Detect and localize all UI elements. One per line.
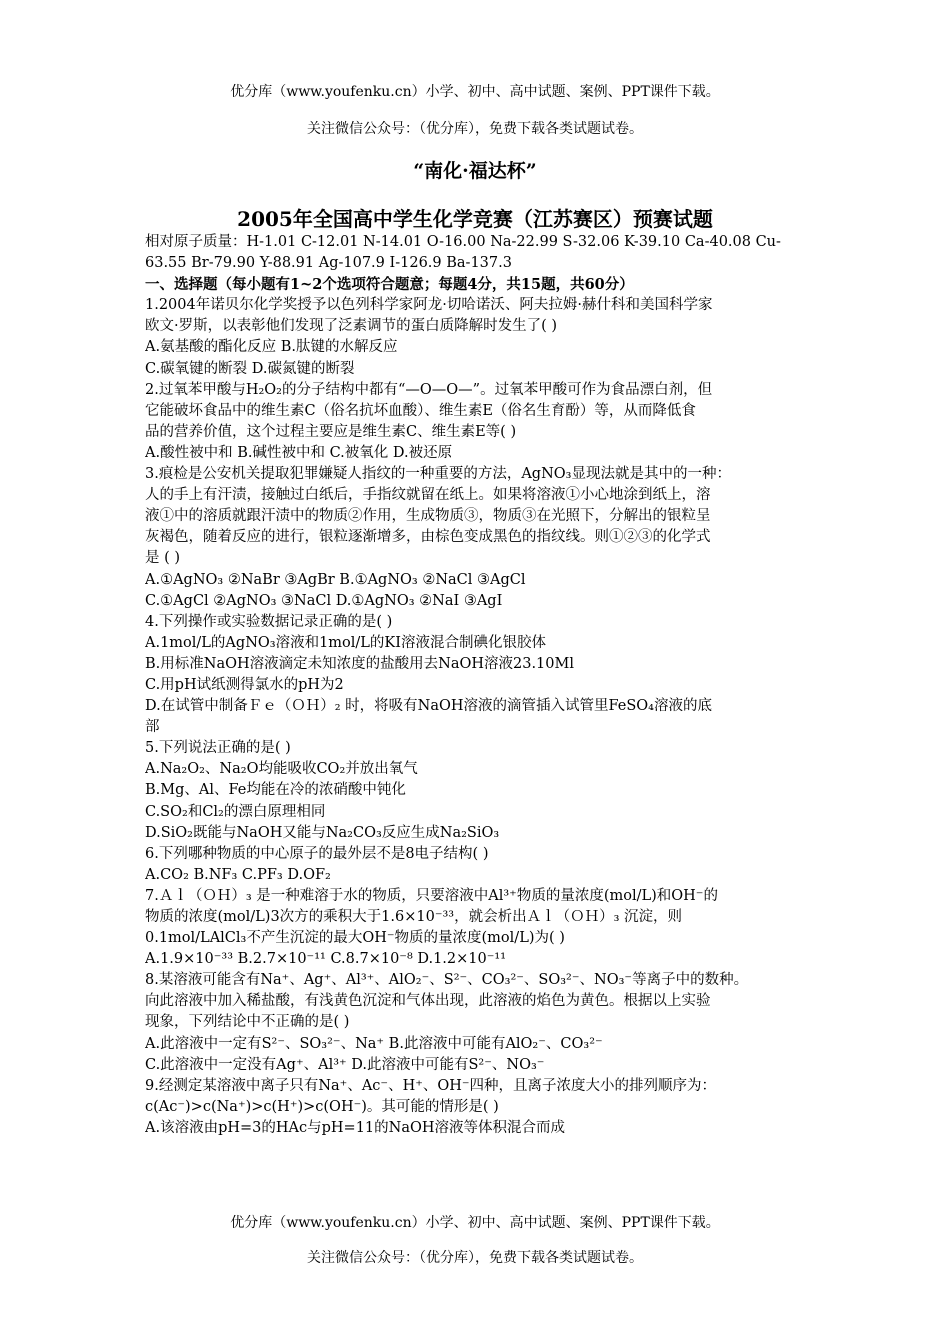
- text-line: D.在试管中制备Ｆｅ（ＯＨ）₂ 时，将吸有NaOH溶液的滴管插入试管里FeSO₄溶液的底: [145, 698, 712, 715]
- text-line: 相对原子质量：H-1.01 C-12.01 N-14.01 O-16.00 Na-22.99 S-32.06 K-39.10 Ca-40.08 Cu-: [145, 234, 781, 250]
- text-line: 0.1mol/LAlCl₃不产生沉淀的最大OH⁻物质的量浓度(mol/L)为( ): [145, 930, 565, 947]
- text-line: 灰褐色，随着反应的进行，银粒逐渐增多，由棕色变成黑色的指纹线。则①②③的化学式: [145, 529, 711, 546]
- text-line: 5.下列说法正确的是( ): [145, 740, 291, 757]
- header-line-2: 关注微信公众号：（优分库），免费下载各类试题试卷。: [307, 121, 643, 137]
- text-line: 液①中的溶质就跟汗渍中的物质②作用，生成物质③，物质③在光照下，分解出的银粒呈: [145, 508, 711, 525]
- text-line: A.氨基酸的酯化反应 B.肽键的水解反应: [145, 339, 398, 356]
- text-line: 8.某溶液可能含有Na⁺、Ag⁺、Al³⁺、AlO₂⁻、S²⁻、CO₃²⁻、SO₃²⁻、NO₃⁻等离子中的数种。: [145, 972, 749, 989]
- text-line: 9.经测定某溶液中离子只有Na⁺、Ac⁻、H⁺、OH⁻四种，且离子浓度大小的排列顺序为：: [145, 1077, 717, 1094]
- text-line: 6.下列哪种物质的中心原子的最外层不是8电子结构( ): [145, 845, 489, 862]
- text-line: 7.Ａｌ（ＯＨ）₃ 是一种难溶于水的物质，只要溶液中Al³⁺物质的量浓度(mol/L)和OH⁻的: [145, 887, 718, 904]
- text-line: A.CO₂ B.NF₃ C.PF₃ D.OF₂: [145, 866, 331, 883]
- text-line: C.此溶液中一定没有Ag⁺、Al³⁺ D.此溶液中可能有S²⁻、NO₃⁻: [145, 1056, 545, 1073]
- text-line: 2.过氧苯甲酸与H₂O₂的分子结构中都有“—O—O—”。过氧苯甲酸可作为食品漂白剂，但: [145, 381, 713, 398]
- text-line: 63.55 Br-79.90 Y-88.91 Ag-107.9 I-126.9 Ba-137.3: [145, 255, 512, 272]
- contest-title: “南化·福达杯”: [413, 160, 537, 182]
- text-line: A.①AgNO₃ ②NaBr ③AgBr B.①AgNO₃ ②NaCl ③AgCl: [145, 571, 526, 588]
- text-line: 3.痕检是公安机关提取犯罪嫌疑人指纹的一种重要的方法，AgNO₃显现法就是其中的一种：: [145, 466, 731, 483]
- text-line: 是 ( ): [145, 550, 181, 567]
- exam-body: [145, 232, 807, 1139]
- exam-title: 2005年全国高中学生化学竞赛（江苏赛区）预赛试题: [237, 207, 713, 231]
- text-line: 现象，下列结论中不正确的是( ): [145, 1014, 350, 1031]
- text-line: 欧文·罗斯，以表彰他们发现了泛素调节的蛋白质降解时发生了( ): [145, 318, 558, 335]
- text-line: 向此溶液中加入稀盐酸，有浅黄色沉淀和气体出现，此溶液的焰色为黄色。根据以上实验: [145, 993, 711, 1010]
- text-line: 1.2004年诺贝尔化学奖授予以色列科学家阿龙·切哈诺沃、阿夫拉姆·赫什科和美国科学家: [145, 297, 713, 314]
- text-line: B.Mg、Al、Fe均能在冷的浓硝酸中钝化: [145, 782, 406, 799]
- text-line: 一、选择题（每小题有1~2个选项符合题意；每题4分，共15题，共60分）: [145, 276, 634, 294]
- text-line: A.1.9×10⁻³³ B.2.7×10⁻¹¹ C.8.7×10⁻⁸ D.1.2×10⁻¹¹: [145, 951, 507, 968]
- text-line: A.酸性被中和 B.碱性被中和 C.被氧化 D.被还原: [145, 444, 453, 461]
- text-line: B.用标准NaOH溶液滴定未知浓度的盐酸用去NaOH溶液23.10Ml: [145, 655, 574, 672]
- text-line: 部: [145, 719, 160, 736]
- text-line: C.SO₂和Cl₂的漂白原理相同: [145, 803, 326, 820]
- text-line: A.1mol/L的AgNO₃溶液和1mol/L的KI溶液混合制碘化银胶体: [145, 634, 546, 651]
- text-line: A.此溶液中一定有S²⁻、SO₃²⁻、Na⁺ B.此溶液中可能有AlO₂⁻、CO₃²⁻: [145, 1035, 603, 1052]
- text-line: C.①AgCl ②AgNO₃ ③NaCl D.①AgNO₃ ②NaI ③AgI: [145, 592, 503, 609]
- text-line: C.用pH试纸测得氯水的pH为2: [145, 676, 344, 693]
- text-line: C.碳氧键的断裂 D.碳氮键的断裂: [145, 360, 355, 377]
- text-line: 4.下列操作或实验数据记录正确的是( ): [145, 613, 393, 630]
- text-line: A.Na₂O₂、Na₂O均能吸收CO₂并放出氧气: [145, 761, 418, 778]
- header-line-1: 优分库（www.youfenku.cn）小学、初中、高中试题、案例、PPT课件下载。: [230, 84, 720, 100]
- text-line: 人的手上有汗渍，接触过白纸后，手指纹就留在纸上。如果将溶液①小心地涂到纸上，溶: [145, 487, 711, 504]
- footer-line-1: 优分库（www.youfenku.cn）小学、初中、高中试题、案例、PPT课件下载。: [230, 1215, 720, 1231]
- text-line: D.SiO₂既能与NaOH又能与Na₂CO₃反应生成Na₂SiO₃: [145, 824, 500, 841]
- text-line: A.该溶液由pH=3的HAc与pH=11的NaOH溶液等体积混合而成: [145, 1119, 566, 1136]
- text-line: 它能破坏食品中的维生素C（俗名抗坏血酸）、维生素E（俗名生育酚）等，从而降低食: [145, 402, 696, 419]
- text-line: 物质的浓度(mol/L)3次方的乘积大于1.6×10⁻³³，就会析出Ａｌ（ＯＨ）₃ 沉淀，则: [145, 909, 683, 925]
- footer-line-2: 关注微信公众号：（优分库），免费下载各类试题试卷。: [307, 1250, 643, 1266]
- text-line: c(Ac⁻)>c(Na⁺)>c(H⁺)>c(OH⁻)。其可能的情形是( ): [145, 1098, 499, 1115]
- text-line: 品的营养价值，这个过程主要应是维生素C、维生素E等( ): [145, 423, 517, 440]
